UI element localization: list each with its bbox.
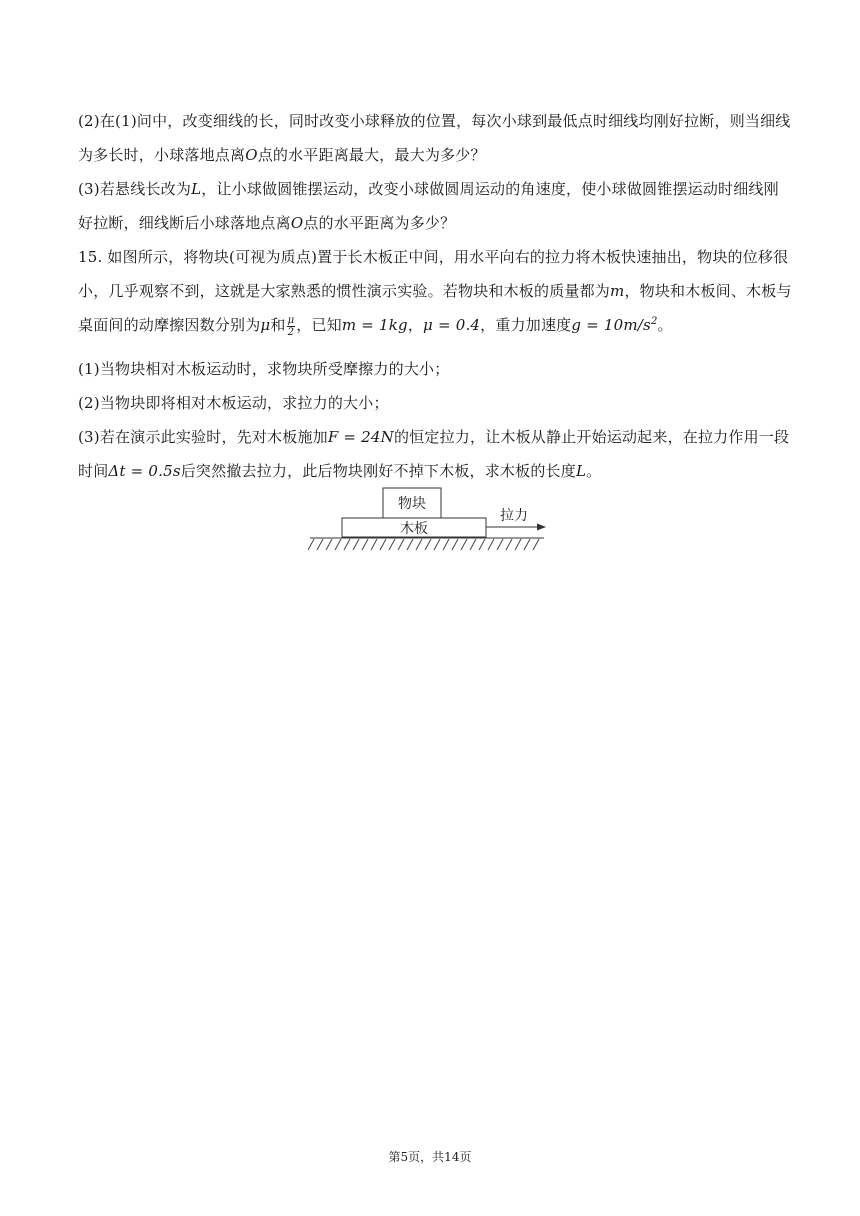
hatch-stroke bbox=[416, 539, 422, 550]
hatch-stroke bbox=[308, 539, 314, 550]
text-span: 小，几乎观察不到，这就是大家熟悉的惯性演示实验。若物块和木板的质量都为 bbox=[78, 282, 611, 300]
text-span: (3)若悬线长改为 bbox=[78, 180, 192, 198]
hatch-stroke bbox=[362, 539, 368, 550]
hatch-stroke bbox=[461, 539, 467, 550]
fraction-mu-over-2 bbox=[287, 315, 296, 338]
equation-mu: μ = 0.4 bbox=[423, 316, 481, 334]
hatch-stroke bbox=[389, 539, 395, 550]
text-span: ， bbox=[407, 316, 424, 334]
hatch-stroke bbox=[335, 539, 341, 550]
equation-force: F = 24N bbox=[327, 428, 394, 446]
hatch-stroke bbox=[344, 539, 350, 550]
hatch-stroke bbox=[470, 539, 476, 550]
ground-hatching bbox=[308, 539, 539, 550]
q15-sub2-text: (2)当物块即将相对木板运动，求拉力的大小； bbox=[78, 394, 389, 412]
text-span: 时间 bbox=[78, 462, 109, 480]
var-m: m bbox=[610, 282, 625, 300]
q15-sub3-line2 bbox=[78, 454, 786, 488]
fraction-numerator: μ bbox=[287, 314, 295, 326]
q15-sub1-text: (1)当物块相对木板运动时，求物块所受摩擦力的大小； bbox=[78, 360, 450, 378]
equation-mass: m = 1kg bbox=[341, 316, 408, 334]
q15-sub3-line1 bbox=[78, 420, 790, 454]
q14-part3-line2 bbox=[78, 206, 786, 240]
hatch-stroke bbox=[371, 539, 377, 550]
text-span: 后突然撤去拉力，此后物块刚好不掉下木板，求木板的长度 bbox=[180, 462, 576, 480]
hatch-stroke bbox=[533, 539, 539, 550]
hatch-stroke bbox=[497, 539, 503, 550]
block-label: 物块 bbox=[398, 496, 426, 512]
fraction-denominator: 2 bbox=[287, 326, 295, 338]
force-label: 拉力 bbox=[500, 508, 528, 524]
q15-sub2 bbox=[78, 386, 786, 420]
text-span: ，让小球做圆锥摆运动，改变小球做圆周运动的角速度，使小球做圆锥摆运动时细线刚 bbox=[201, 180, 779, 198]
q14-part3-line1 bbox=[78, 172, 786, 206]
q15-intro-line2 bbox=[78, 274, 792, 308]
hatch-stroke bbox=[524, 539, 530, 550]
hatch-stroke bbox=[515, 539, 521, 550]
text-span: 好拉断，细线断后小球落地点离 bbox=[78, 214, 291, 232]
var-mu: μ bbox=[260, 316, 271, 334]
text-span: 点的水平距离最大，最大为多少？ bbox=[257, 146, 486, 164]
q14-part2-line2 bbox=[78, 138, 786, 172]
q15-sub1 bbox=[78, 352, 786, 386]
hatch-stroke bbox=[407, 539, 413, 550]
block-board-figure bbox=[308, 484, 554, 554]
var-O: O bbox=[290, 214, 304, 232]
text-span: 点的水平距离为多少？ bbox=[303, 214, 456, 232]
text-span: ，物块和木板间、木板与 bbox=[624, 282, 792, 300]
text-span: 。 bbox=[586, 462, 602, 480]
text-span: 和 bbox=[270, 316, 286, 334]
hatch-stroke bbox=[326, 539, 332, 550]
text-span: 桌面间的动摩擦因数分别为 bbox=[78, 316, 261, 334]
equation-gravity: g = 10m/s bbox=[571, 316, 651, 334]
arrow-head-icon bbox=[537, 524, 546, 531]
var-L: L bbox=[575, 462, 587, 480]
q15-sub3 bbox=[78, 420, 790, 488]
q15-intro bbox=[78, 240, 792, 342]
text-span: 的恒定拉力，让木板从静止开始运动起来，在拉力作用一段 bbox=[393, 428, 790, 446]
hatch-stroke bbox=[425, 539, 431, 550]
hatch-stroke bbox=[506, 539, 512, 550]
hatch-stroke bbox=[380, 539, 386, 550]
q14-part2-line1: (2)在(1)问中，改变细线的长，同时改变小球释放的位置，每次小球到最低点时细线均刚好拉断，则当细线 bbox=[78, 112, 791, 130]
hatch-stroke bbox=[434, 539, 440, 550]
text-span: ，已知 bbox=[296, 316, 342, 334]
q15-intro-line1: 15. 如图所示，将物块(可视为质点)置于长木板正中间，用水平向右的拉力将木板快速抽出，物块的位移很 bbox=[78, 248, 789, 266]
var-L: L bbox=[191, 180, 202, 198]
hatch-stroke bbox=[317, 539, 323, 550]
hatch-stroke bbox=[443, 539, 449, 550]
var-O: O bbox=[245, 146, 258, 164]
q14-part3 bbox=[78, 172, 786, 240]
q15-intro-line3 bbox=[78, 308, 786, 342]
board-label: 木板 bbox=[400, 521, 428, 537]
exponent: 2 bbox=[650, 316, 658, 327]
q14-part2 bbox=[78, 104, 791, 172]
hatch-stroke bbox=[353, 539, 359, 550]
hatch-stroke bbox=[452, 539, 458, 550]
text-span: 。 bbox=[657, 316, 673, 334]
page-footer: 第5页，共14页 bbox=[388, 1150, 472, 1164]
text-span: (3)若在演示此实验时，先对木板施加 bbox=[78, 428, 328, 446]
hatch-stroke bbox=[488, 539, 494, 550]
equation-time: Δt = 0.5s bbox=[108, 462, 181, 480]
text-span: ，重力加速度 bbox=[480, 316, 572, 334]
hatch-stroke bbox=[398, 539, 404, 550]
text-span: 为多长时，小球落地点离 bbox=[78, 146, 246, 164]
hatch-stroke bbox=[479, 539, 485, 550]
